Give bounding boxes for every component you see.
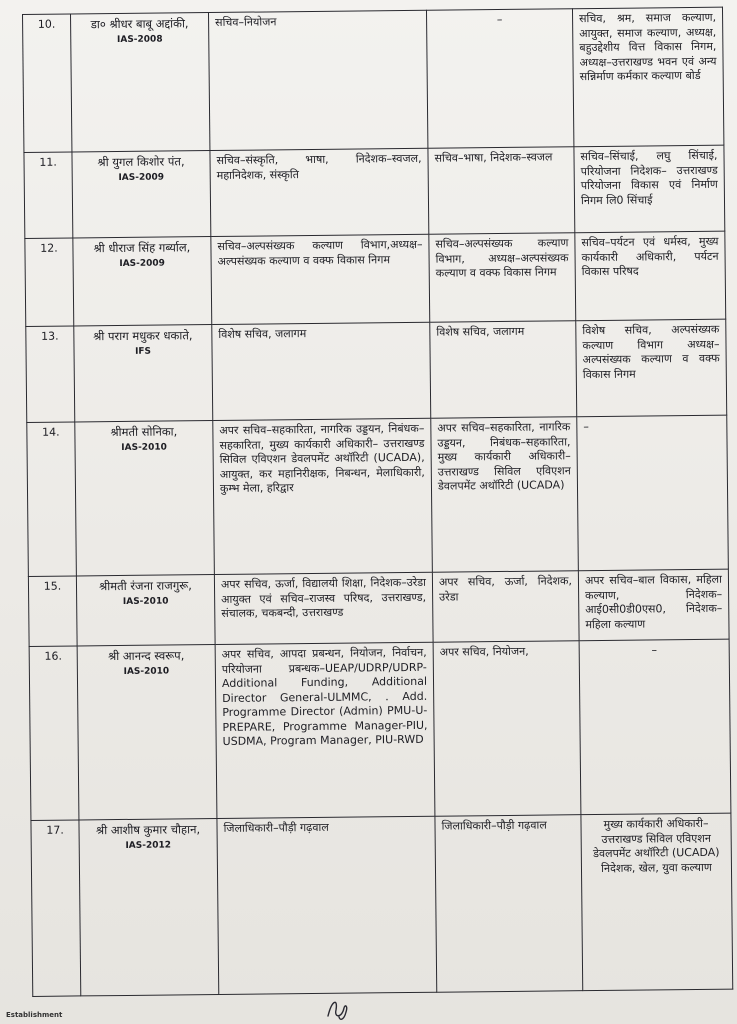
officer-name: श्री आशीष कुमार चौहान, — [95, 822, 201, 838]
current-posting: सचिव–अल्पसंख्यक कल्याण विभाग,अध्यक्ष–अल्पसंख्यक कल्याण व वक्फ विकास निगम — [211, 234, 430, 324]
empty-dash: – — [583, 420, 589, 434]
table-row — [27, 415, 729, 576]
table-row — [29, 639, 731, 820]
serial-number: 11. — [24, 152, 73, 238]
table-row — [28, 569, 729, 646]
officer-name-cell — [71, 13, 210, 152]
additional-posting: सचिव–पर्यटन एवं धर्मस्व, मुख्य कार्यकारी अधिकारी, पर्यटन विकास परिषद — [575, 231, 726, 321]
serial-number: 17. — [31, 820, 81, 996]
retained-posting: विशेष सचिव, जलागम — [430, 321, 577, 419]
current-posting: अपर सचिव, ऊर्जा, विद्यालयी शिक्षा, निदेशक–उरेडा आयुक्त एवं सचिव–राजस्व परिषद, उत्तराखण्ड, संचालक, चकबन्दी, उत्तराखण्ड — [214, 572, 433, 644]
footer-establishment-label: Establishment — [6, 1011, 63, 1019]
officer-name-cell — [74, 325, 213, 422]
additional-posting — [577, 415, 729, 571]
table-row — [25, 231, 726, 326]
officer-cadre: IAS-2010 — [123, 665, 170, 677]
officer-name-cell — [75, 421, 215, 576]
officer-cadre: IAS-2009 — [119, 258, 165, 269]
retained-posting: अपर सचिव, ऊर्जा, निदेशक, उरेडा — [432, 571, 579, 643]
officer-name-cell — [76, 575, 215, 646]
retained-posting: सचिव–भाषा, निदेशक–स्वजल — [428, 147, 575, 235]
officer-name: श्री आनन्द स्वरूप, — [108, 648, 185, 664]
current-posting: सचिव–नियोजन — [208, 10, 427, 150]
officer-name: श्रीमती रंजना राजगुरू, — [99, 578, 192, 594]
serial-number: 15. — [28, 576, 77, 646]
current-posting: अपर सचिव–सहकारिता, नागरिक उड्डयन, निबंधक–सहकारिता, मुख्य कार्यकारी अधिकारी– उत्तराखण्ड सिविल एविएशन डेवलपमेंट अथॉरिटी (UCADA), आयुक्त, कर महानिरीक्षक, निबन्धन, मेलाधिकारी, कुम्भ मेला, हरिद्वार — [213, 418, 433, 574]
table-row — [26, 319, 727, 422]
serial-number: 12. — [25, 238, 74, 326]
current-posting: सचिव–संस्कृति, भाषा, निदेशक–स्वजल, महानिदेशक, संस्कृति — [210, 148, 429, 236]
officer-cadre: IAS-2012 — [125, 839, 172, 851]
retained-posting: सचिव–अल्पसंख्यक कल्याण विभाग, अध्यक्ष–अल्पसंख्यक कल्याण व वक्फ विकास निगम — [429, 233, 576, 323]
empty-dash: – — [651, 643, 658, 657]
officer-cadre: IAS-2010 — [122, 595, 169, 607]
serial-number: 13. — [26, 326, 75, 422]
additional-posting: मुख्य कार्यकारी अधिकारी– उत्तराखण्ड सिविल एविएशन डेवलपमेंट अथॉरिटी (UCADA) निदेशक, खेल, युवा कल्याण — [581, 813, 733, 991]
officer-name-cell — [73, 237, 212, 326]
serial-number: 16. — [29, 646, 79, 820]
table-row — [31, 813, 733, 996]
additional-posting: सचिव, श्रम, समाज कल्याण, आयुक्त, समाज कल्याण, अध्यक्ष, बहुउद्देशीय वित्त विकास निगम, अध्यक्ष–उत्तराखण्ड भवन एवं अन्य सन्निर्माण कर्मकार कल्याण बोर्ड — [572, 7, 723, 147]
officer-cadre: IAS-2010 — [121, 442, 167, 453]
officer-name-cell — [72, 151, 211, 238]
officer-cadre: IFS — [134, 346, 152, 357]
additional-posting: अपर सचिव–बाल विकास, महिला कल्याण, निदेशक–आई0सी0डी0एस0, निदेशक–महिला कल्याण — [578, 569, 729, 641]
officer-cadre: IAS-2008 — [116, 34, 163, 45]
officer-postings-table — [22, 7, 733, 997]
retained-posting: जिलाधिकारी–पौड़ी गढ़वाल — [435, 815, 583, 993]
additional-posting: विशेष सचिव, अल्पसंख्यक कल्याण विभाग अध्यक्ष–अल्पसंख्यक कल्याण व वक्फ विकास निगम — [576, 319, 727, 417]
officer-name: श्री धीराज सिंह गर्ब्याल, — [93, 240, 191, 256]
additional-posting — [579, 639, 731, 815]
handwritten-signature — [322, 996, 362, 1022]
retained-posting: अपर सचिव, नियोजन, — [433, 641, 581, 817]
table-row — [23, 7, 724, 152]
officer-cadre: IAS-2009 — [118, 172, 165, 183]
officer-name-cell — [79, 819, 219, 996]
current-posting: अपर सचिव, आपदा प्रबन्धन, नियोजन, निर्वाचन, परियोजना प्रबन्धक–UEAP/UDRP/UDRP-Additional Funding, Additional Director General-ULMMC, . Add. Programme Director (Admin) PMU-U-PREPARE, Programme Manager-PIU, USDMA, Program Manager, PIU-RWD — [215, 642, 435, 818]
officer-name-cell — [77, 645, 217, 820]
table-row — [24, 145, 725, 238]
serial-number: 10. — [23, 14, 72, 152]
officer-name: श्रीमती सोनिका, — [110, 424, 178, 440]
officer-name: श्री पराग मधुकर धकाते, — [93, 328, 193, 344]
officer-name: श्री युगल किशोर पंत, — [97, 154, 185, 170]
retained-posting: अपर सचिव–सहकारिता, नागरिक उड्डयन, निबंधक–सहकारिता, मुख्य कार्यकारी अधिकारी–उत्तराखण्ड सिविल एविएशन डेवलपमेंट अथॉरिटी (UCADA) — [431, 417, 579, 573]
empty-dash: – — [496, 12, 503, 27]
officer-name: डा० श्रीधर बाबू अद्दांकी, — [90, 16, 189, 32]
current-posting: विशेष सचिव, जलागम — [212, 322, 431, 420]
retained-posting — [426, 9, 573, 149]
current-posting: जिलाधिकारी–पौड़ी गढ़वाल — [217, 816, 437, 994]
additional-posting: सचिव–सिंचाई, लघु सिंचाई, परियोजना निदेशक– उत्तराखण्ड परियोजना विकास एवं निर्माण निगम लि0 सिंचाई — [574, 145, 725, 233]
serial-number: 14. — [27, 422, 77, 576]
